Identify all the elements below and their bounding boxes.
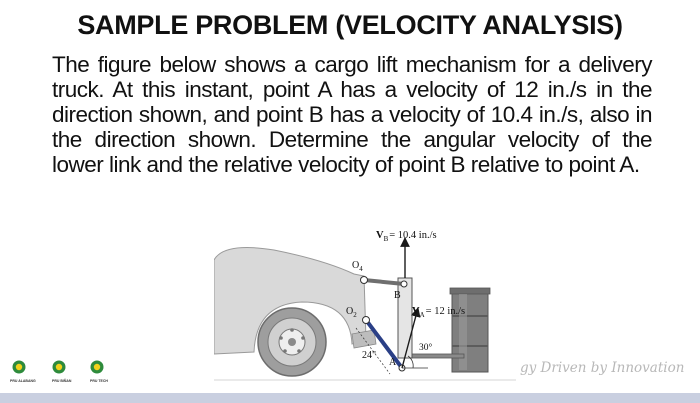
va-label: $V_A= 12$ in./s — [412, 306, 466, 319]
pin-o4 — [361, 277, 368, 284]
footer-tagline: gy Driven by Innovation — [520, 360, 685, 376]
pru-tech-logo-icon — [90, 360, 104, 374]
problem-line-1: The figure below shows a cargo lift mechanism for a delivery — [52, 52, 652, 77]
pru-binan-logo-icon — [52, 360, 66, 374]
problem-line-3: direction shown, and point B has a velocity of 10.4 in./s, also in — [52, 102, 652, 127]
pin-b — [401, 281, 407, 287]
barrel — [450, 288, 490, 372]
cargo-lift-figure — [214, 222, 516, 390]
problem-line-5: lower link and the relative velocity of point B relative to point A. — [52, 152, 640, 177]
footer-logos — [10, 360, 120, 392]
footer-band — [0, 393, 700, 403]
vb-label: $V_B= 10.4$ in./s — [376, 230, 437, 243]
problem-line-2: truck. At this instant, point A has a velocity of 12 in./s in the — [52, 77, 652, 102]
pru-alabang-logo-icon — [12, 360, 26, 374]
pin-o2 — [363, 317, 370, 324]
o2-label: $O_2$ — [346, 306, 357, 319]
problem-statement — [52, 52, 652, 177]
logo-caption-1: PRU ALABANG — [10, 379, 36, 383]
mechanism-diagram — [214, 222, 516, 390]
angle-30-label: 30° — [419, 343, 433, 353]
b-label: B — [394, 290, 401, 301]
o4-label: $O_4$ — [352, 260, 363, 273]
a-label: A — [389, 357, 397, 368]
dim-24-label: 24" — [362, 350, 377, 361]
slide-title: SAMPLE PROBLEM (VELOCITY ANALYSIS) — [77, 10, 623, 40]
problem-line-4: the direction shown. Determine the angular velocity of the — [52, 127, 652, 152]
logo-caption-2: PRU BIÑAN — [52, 379, 72, 383]
truck-wheel — [258, 308, 326, 376]
logo-caption-3: PRU TECH — [90, 379, 108, 383]
